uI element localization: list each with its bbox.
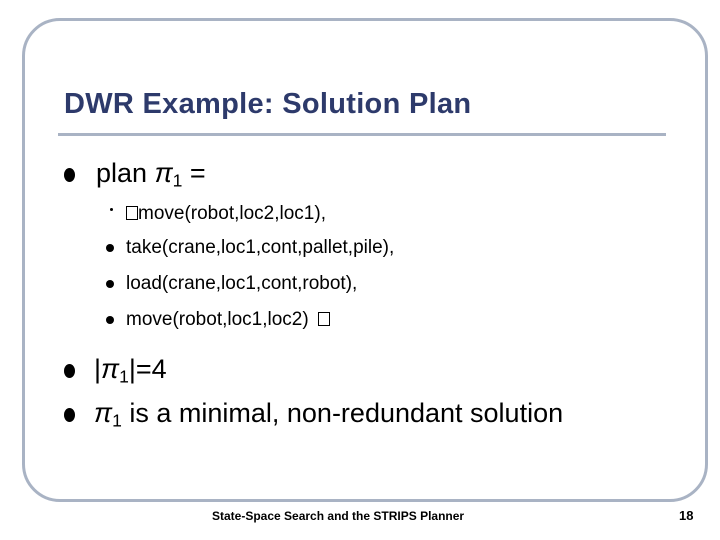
sub-bullet-icon [106, 244, 114, 252]
plan-step-text: move(robot,loc1,loc2) [126, 309, 309, 330]
pi-symbol: π [101, 354, 120, 384]
pi-subscript: 1 [119, 366, 129, 387]
plan-step [126, 237, 394, 259]
footer-text: State-Space Search and the STRIPS Planner [212, 509, 465, 523]
plan-step-text: take(crane,loc1,cont,pallet,pile), [126, 237, 395, 258]
plan-step [126, 273, 357, 295]
plan-bullet [96, 158, 206, 191]
pi-subscript: 1 [112, 410, 122, 431]
plan-step [126, 309, 330, 331]
sub-bullet-icon [110, 208, 113, 211]
plan-step [126, 203, 326, 225]
abs-open: | [94, 354, 102, 384]
missing-glyph-icon [126, 206, 138, 220]
plan-equals: = [182, 158, 206, 188]
pi-subscript: 1 [172, 170, 183, 191]
minimal-solution-bullet [94, 398, 563, 431]
length-value: |=4 [128, 354, 167, 384]
pi-symbol: π [94, 398, 113, 428]
plan-label: plan [96, 158, 155, 188]
plan-step-text: load(crane,loc1,cont,robot), [126, 273, 358, 294]
pi-symbol: π [154, 158, 173, 188]
title-divider [58, 133, 666, 136]
sub-bullet-icon [106, 316, 114, 324]
plan-step-text: move(robot,loc2,loc1), [138, 203, 326, 224]
missing-glyph-icon [318, 312, 330, 326]
minimal-solution-text: is a minimal, non-redundant solution [121, 398, 564, 428]
bullet-icon [64, 408, 75, 422]
slide-title: DWR Example: Solution Plan [64, 88, 472, 120]
plan-length-bullet [94, 354, 167, 387]
page-number: 18 [679, 508, 694, 523]
sub-bullet-icon [106, 280, 114, 288]
bullet-icon [64, 168, 75, 182]
bullet-icon [64, 364, 75, 378]
